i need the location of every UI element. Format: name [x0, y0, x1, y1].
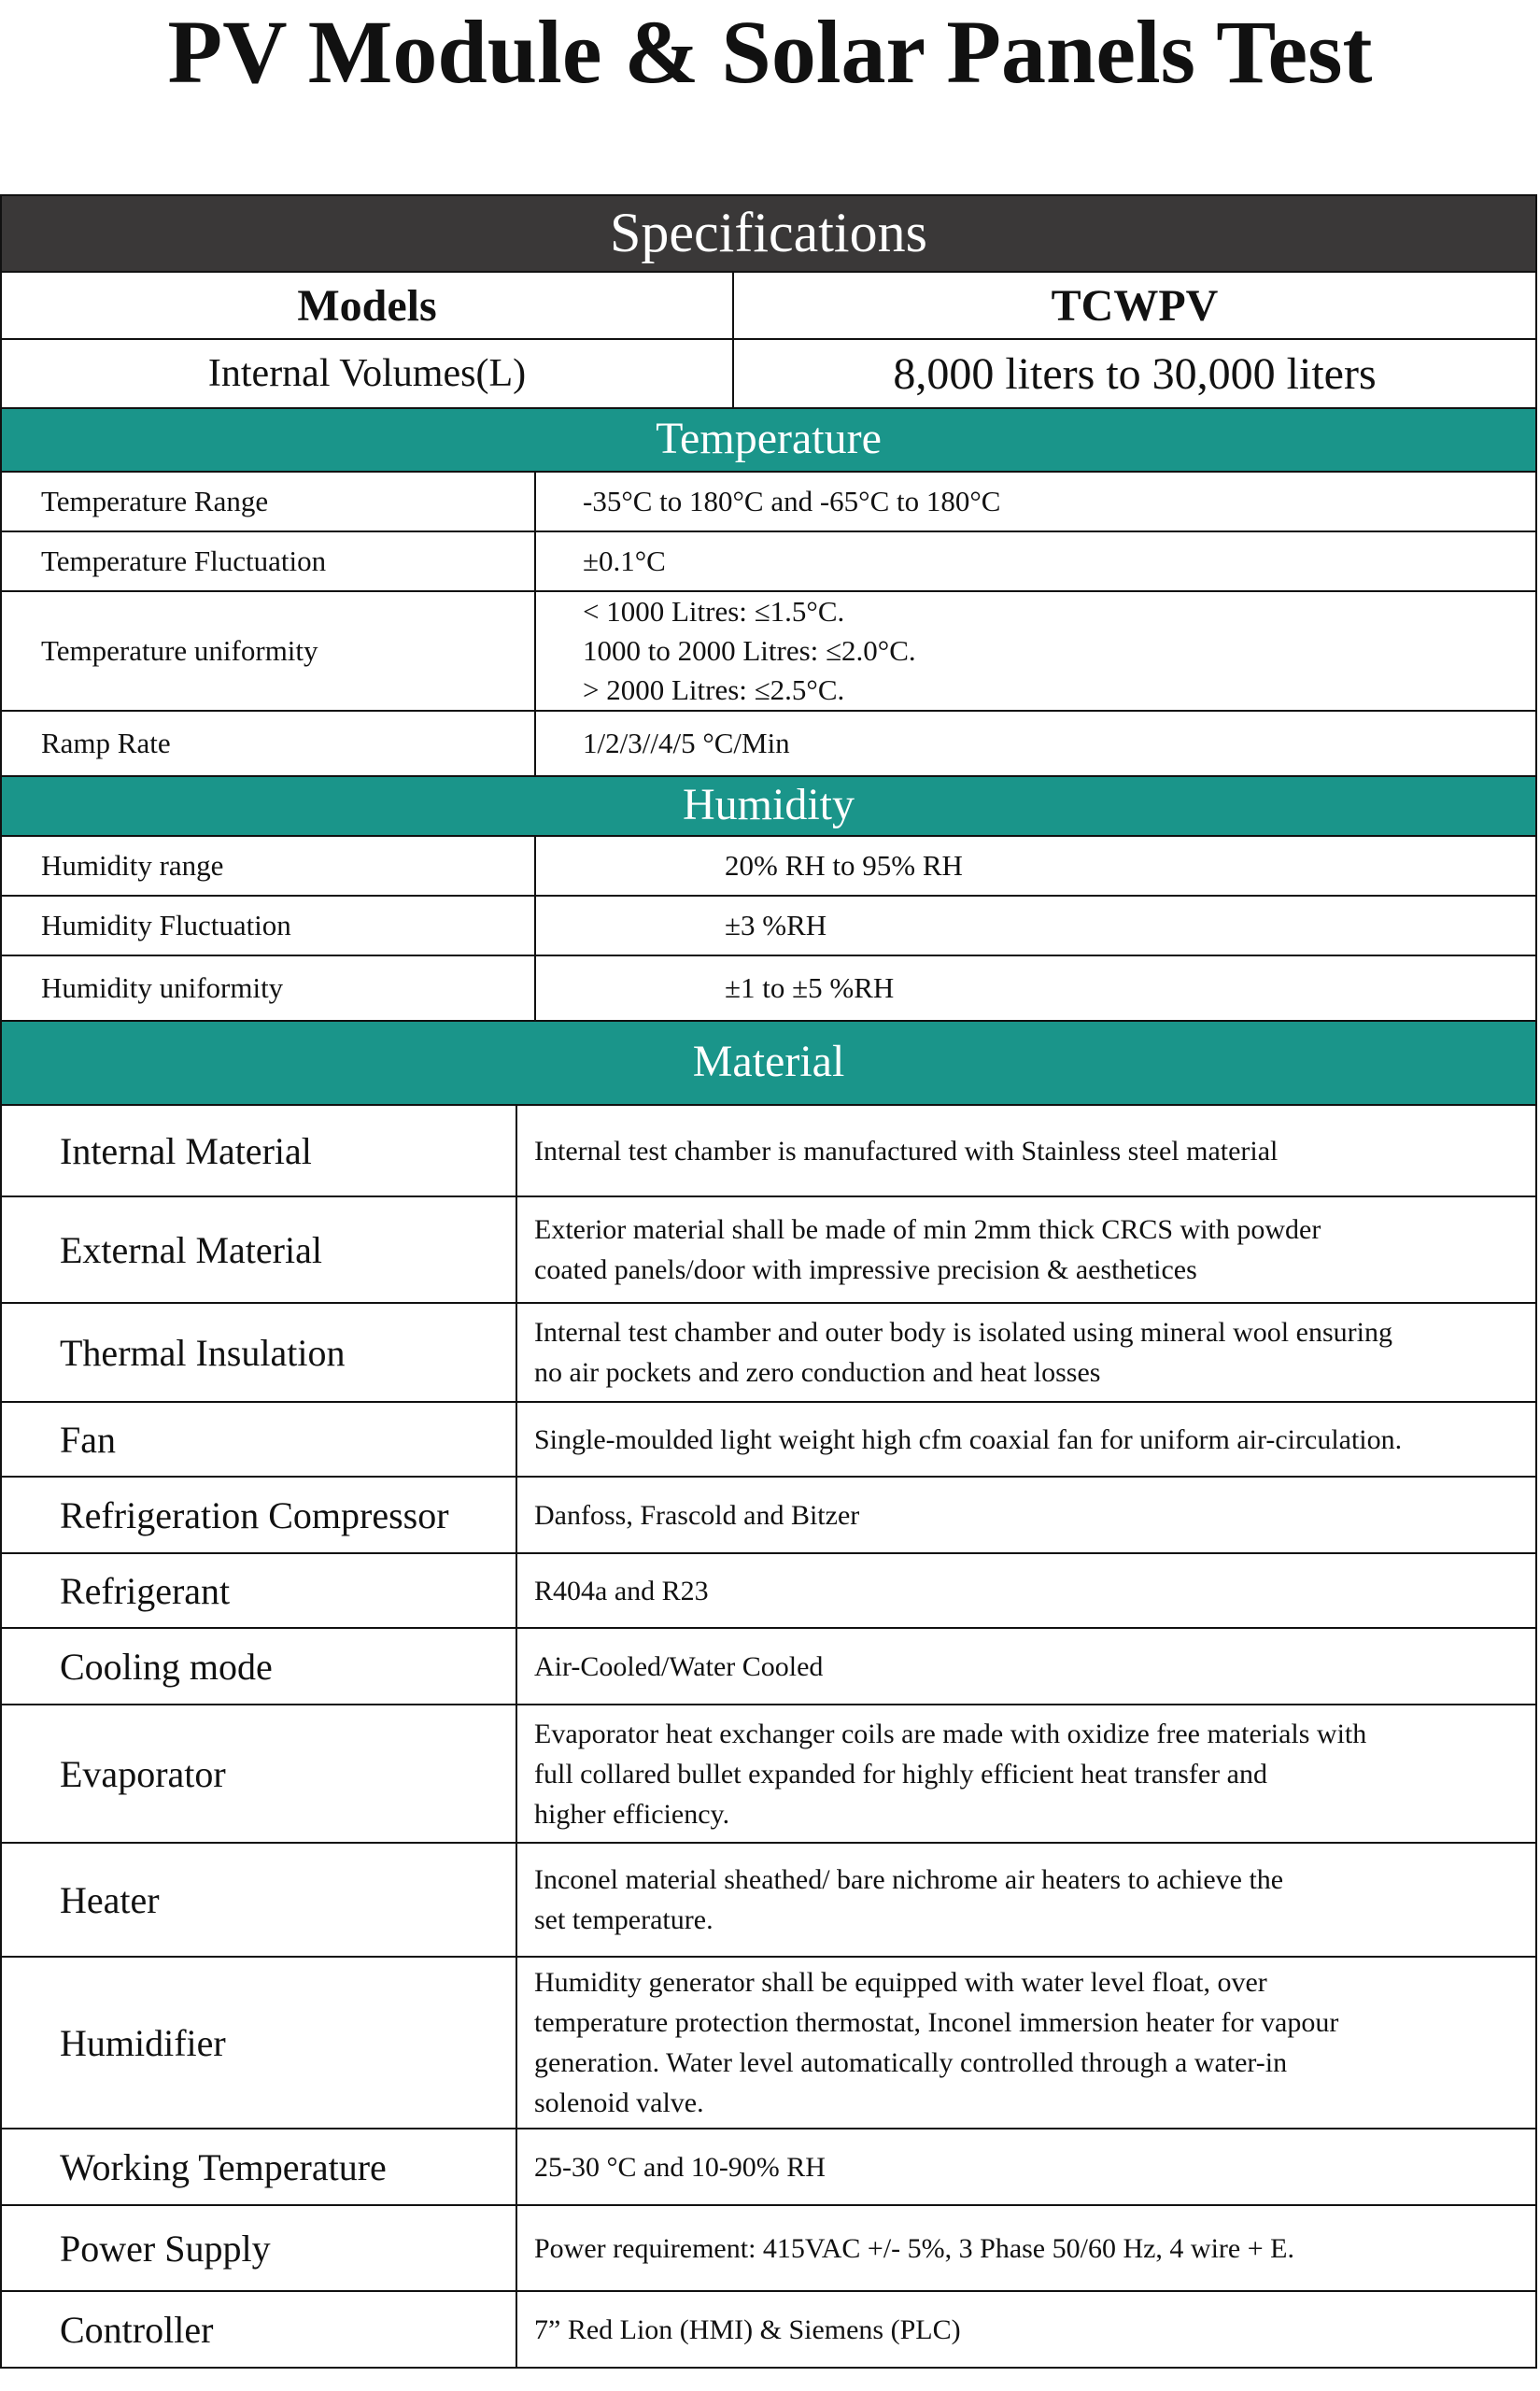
page-title: PV Module & Solar Panels Test [167, 2, 1373, 102]
table-row [0, 471, 1537, 531]
table-row [0, 590, 1537, 710]
row-value: 20% RH to 95% RH [534, 837, 1535, 895]
material-header: Material [0, 1020, 1537, 1104]
table-row [0, 1627, 1537, 1704]
table-row [0, 1104, 1537, 1196]
table-row [0, 955, 1537, 1020]
value-line: Evaporator heat exchanger coils are made with oxidize free materials with [534, 1718, 1367, 1749]
row-label: Fan [60, 1418, 116, 1461]
row-label: Power Supply [60, 2227, 271, 2270]
table-row [0, 1552, 1537, 1627]
row-value: 1/2/3//4/5 °C/Min [534, 712, 1535, 775]
row-label: Humidity uniformity [41, 971, 284, 1004]
value-line: R404a and R23 [534, 1575, 709, 1606]
row-value [516, 2129, 1535, 2204]
row-value: ±0.1°C [534, 532, 1535, 590]
value-line: Danfoss, Frascold and Bitzer [534, 1499, 860, 1531]
row-label: Working Temperature [60, 2145, 387, 2188]
row-value [516, 2292, 1535, 2367]
row-label: Internal Material [60, 1129, 312, 1172]
table-row [0, 710, 1537, 775]
value-line: 7” Red Lion (HMI) & Siemens (PLC) [534, 2313, 961, 2345]
row-value: -35°C to 180°C and -65°C to 180°C [534, 473, 1535, 531]
models-row [0, 271, 1537, 338]
row-value [516, 1403, 1535, 1476]
table-row [0, 1476, 1537, 1552]
row-label: Refrigeration Compressor [60, 1493, 449, 1536]
table-row [0, 1302, 1537, 1401]
value-line: Air-Cooled/Water Cooled [534, 1650, 824, 1682]
value-line: Inconel material sheathed/ bare nichrome air heaters to achieve the [534, 1864, 1284, 1895]
row-label: Refrigerant [60, 1569, 231, 1612]
row-label: Humidity Fluctuation [41, 909, 291, 941]
row-value [516, 1304, 1535, 1401]
table-row [0, 1196, 1537, 1302]
row-label: Heater [60, 1878, 160, 1921]
row-label: Controller [60, 2308, 214, 2351]
row-value [516, 1705, 1535, 1842]
spec-table [0, 194, 1540, 2369]
value-line: generation. Water level automatically controlled through a water-in [534, 2047, 1288, 2078]
table-row [0, 1842, 1537, 1956]
table-row [0, 1401, 1537, 1476]
row-label: Thermal Insulation [60, 1331, 346, 1374]
volumes-value: 8,000 liters to 30,000 liters [732, 340, 1535, 407]
humidity-header: Humidity [0, 775, 1537, 835]
row-value [516, 2206, 1535, 2290]
value-line: set temperature. [534, 1904, 713, 1935]
temperature-header: Temperature [0, 407, 1537, 471]
row-label: Ramp Rate [41, 727, 171, 759]
specifications-header: Specifications [0, 194, 1537, 271]
value-line: Single-moulded light weight high cfm coaxial fan for uniform air-circulation. [534, 1423, 1403, 1455]
table-row [0, 1956, 1537, 2128]
value-line: solenoid valve. [534, 2087, 704, 2118]
row-label: Cooling mode [60, 1645, 273, 1688]
value-line: no air pockets and zero conduction and heat losses [534, 1357, 1101, 1388]
row-value: ±3 %RH [534, 897, 1535, 955]
row-value: ±1 to ±5 %RH [534, 956, 1535, 1020]
row-value [516, 1478, 1535, 1552]
value-line: > 2000 Litres: ≤2.5°C. [583, 673, 845, 706]
value-line: Internal test chamber is manufactured with Stainless steel material [534, 1135, 1279, 1167]
row-value [534, 592, 1535, 710]
table-row [0, 2128, 1537, 2204]
volumes-label: Internal Volumes(L) [207, 352, 527, 395]
value-line: < 1000 Litres: ≤1.5°C. [583, 595, 845, 628]
table-row [0, 531, 1537, 590]
value-line: Exterior material shall be made of min 2mm thick CRCS with powder [534, 1214, 1321, 1245]
row-label: Humidity range [41, 849, 224, 882]
volumes-row [0, 338, 1537, 407]
models-label: Models [297, 280, 437, 331]
value-line: full collared bullet expanded for highly efficient heat transfer and [534, 1758, 1267, 1790]
table-row [0, 2290, 1537, 2369]
row-label: Temperature uniformity [41, 634, 318, 667]
value-line: temperature protection thermostat, Inconel immersion heater for vapour [534, 2007, 1339, 2038]
table-row [0, 835, 1537, 895]
row-value [516, 1197, 1535, 1302]
value-line: Internal test chamber and outer body is isolated using mineral wool ensuring [534, 1317, 1392, 1348]
row-value [516, 1106, 1535, 1196]
row-label: Temperature Fluctuation [41, 545, 327, 577]
row-label: Humidifier [60, 2021, 226, 2064]
value-line: higher efficiency. [534, 1798, 730, 1830]
value-line: coated panels/door with impressive precision & aesthetices [534, 1254, 1197, 1285]
row-value [516, 1844, 1535, 1956]
table-row [0, 2204, 1537, 2290]
row-value [516, 1629, 1535, 1704]
value-line: 25-30 °C and 10-90% RH [534, 2151, 826, 2183]
models-value: TCWPV [732, 273, 1535, 338]
material-rows [0, 1104, 1540, 2369]
table-row [0, 1704, 1537, 1842]
value-line: Humidity generator shall be equipped with water level float, over [534, 1967, 1267, 1998]
row-label: Temperature Range [41, 485, 269, 517]
table-row [0, 895, 1537, 955]
row-label: Evaporator [60, 1752, 226, 1795]
value-line: Power requirement: 415VAC +/- 5%, 3 Phase 50/60 Hz, 4 wire + E. [534, 2232, 1294, 2264]
row-value [516, 1958, 1535, 2128]
row-label: External Material [60, 1228, 322, 1271]
row-value [516, 1554, 1535, 1627]
value-line: 1000 to 2000 Litres: ≤2.0°C. [583, 634, 916, 667]
